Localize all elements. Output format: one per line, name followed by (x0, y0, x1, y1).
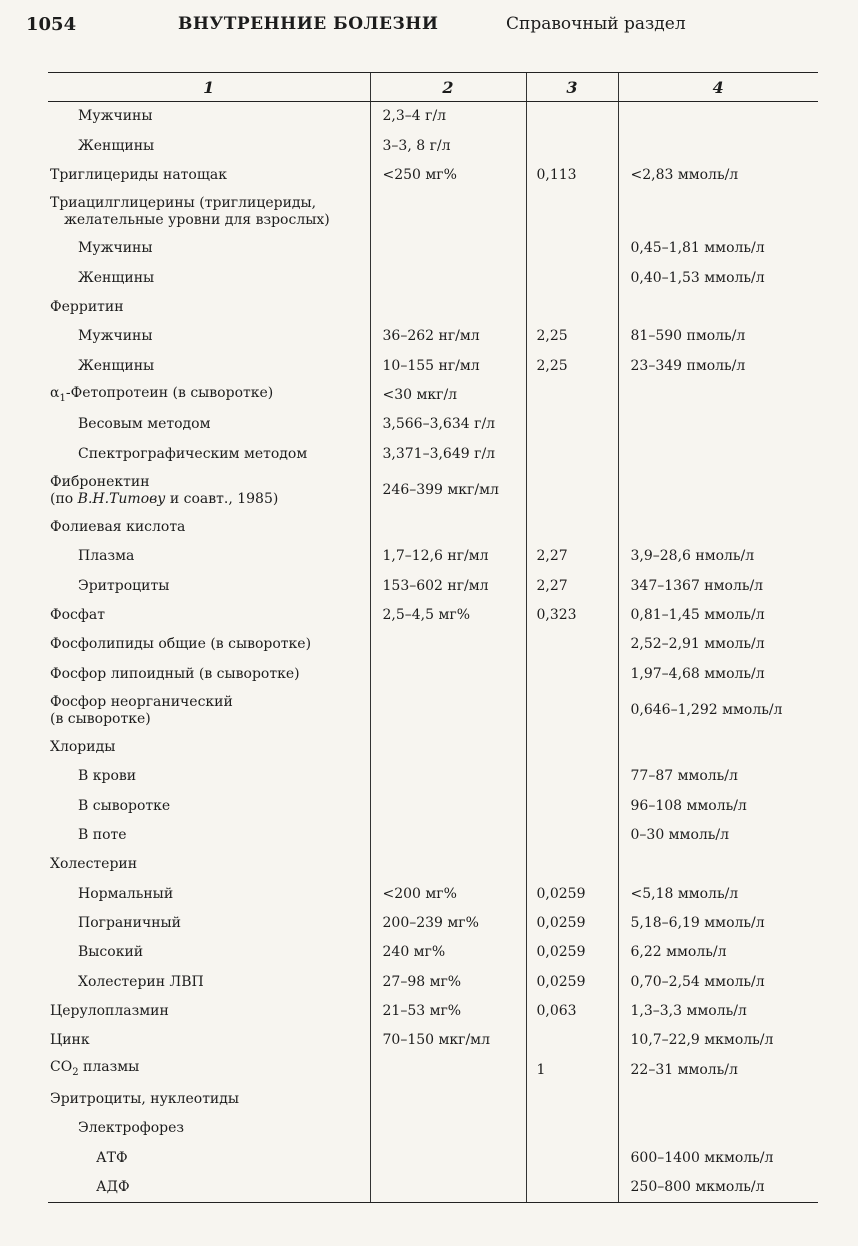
parameter-name: Спектрографическим методом (78, 445, 308, 462)
citation-suffix: и соавт., 1985) (165, 490, 279, 507)
parameter-name: Фолиевая кислота (50, 518, 186, 535)
table-row (48, 689, 818, 733)
si-value: 2,52–2,91 ммоль/л (618, 630, 818, 659)
si-value (618, 850, 818, 879)
conventional-value (370, 293, 526, 322)
parameter-name: Мужчины (78, 328, 153, 345)
table-row (48, 821, 818, 850)
conversion-factor: 0,113 (526, 161, 618, 190)
greek-alpha: α (50, 384, 60, 401)
conversion-factor (526, 792, 618, 821)
si-value: 0,70–2,54 ммоль/л (618, 968, 818, 997)
table-row (48, 909, 818, 938)
parameter-name-line-1: Фибронектин (50, 473, 150, 490)
conventional-value: 27–98 мг% (370, 968, 526, 997)
parameter-name: Пограничный (78, 915, 182, 932)
conversion-factor (526, 762, 618, 791)
table-row (48, 660, 818, 689)
conversion-factor (526, 293, 618, 322)
si-value: 250–800 мкмоль/л (618, 1173, 818, 1203)
parameter-name (48, 469, 370, 513)
conversion-factor (526, 234, 618, 263)
si-value (618, 293, 818, 322)
conversion-factor: 2,25 (526, 351, 618, 380)
parameter-name: Плазма (78, 548, 135, 565)
si-value: 0,646–1,292 ммоль/л (618, 689, 818, 733)
subscript: 1 (59, 392, 66, 404)
conventional-value: <30 мкг/л (370, 381, 526, 410)
column-header-4: 4 (618, 73, 818, 102)
conversion-factor (526, 131, 618, 160)
si-value: 81–590 пмоль/л (618, 322, 818, 351)
conventional-value: 200–239 мг% (370, 909, 526, 938)
si-value (618, 102, 818, 132)
table-row (48, 469, 818, 513)
conversion-factor (526, 630, 618, 659)
reference-values-table (48, 72, 818, 1203)
si-value: 0,81–1,45 ммоль/л (618, 601, 818, 630)
table-row (48, 997, 818, 1026)
parameter-name-line-1: Фосфор неорганический (50, 693, 233, 710)
conversion-factor (526, 850, 618, 879)
conversion-factor: 2,27 (526, 571, 618, 600)
conversion-factor (526, 381, 618, 410)
conventional-value: 3–3, 8 г/л (370, 131, 526, 160)
table-row (48, 1144, 818, 1173)
parameter-name: Триглицериды натощак (50, 166, 227, 183)
conventional-value (370, 850, 526, 879)
si-value (618, 131, 818, 160)
parameter-name: Холестерин ЛВП (78, 973, 204, 990)
table-row (48, 131, 818, 160)
conversion-factor: 1 (526, 1056, 618, 1085)
table-row (48, 381, 818, 410)
table-row (48, 322, 818, 351)
conversion-factor (526, 1173, 618, 1203)
conversion-factor (526, 439, 618, 468)
table-row (48, 293, 818, 322)
conversion-factor: 0,323 (526, 601, 618, 630)
conventional-value: 10–155 нг/мл (370, 351, 526, 380)
conversion-factor (526, 1144, 618, 1173)
parameter-name: Женщины (78, 357, 155, 374)
parameter-name-line-2: желательные уровни для взрослых) (64, 212, 330, 229)
table-row (48, 439, 818, 468)
citation-author: В.Н.Титову (77, 490, 166, 507)
conversion-factor (526, 1026, 618, 1055)
conversion-factor (526, 469, 618, 513)
conversion-factor (526, 102, 618, 132)
si-value (618, 733, 818, 762)
si-value (618, 381, 818, 410)
table-row (48, 880, 818, 909)
si-value: 77–87 ммоль/л (618, 762, 818, 791)
si-value (618, 1085, 818, 1114)
conventional-value (370, 513, 526, 542)
conversion-factor (526, 190, 618, 234)
parameter-name: В сыворотке (78, 797, 171, 814)
parameter-name: Фосфор липоидный (в сыворотке) (50, 665, 300, 682)
conventional-value (370, 190, 526, 234)
conversion-factor: 0,063 (526, 997, 618, 1026)
parameter-name: Женщины (78, 137, 155, 154)
conversion-factor (526, 660, 618, 689)
parameter-name: Весовым методом (78, 416, 211, 433)
conventional-value (370, 234, 526, 263)
co-label: CO (50, 1059, 73, 1076)
parameter-name: Цинк (50, 1032, 90, 1049)
table-row (48, 733, 818, 762)
table-row (48, 1026, 818, 1055)
column-header-2: 2 (370, 73, 526, 102)
parameter-name (48, 689, 370, 733)
parameter-name: Нормальный (78, 885, 174, 902)
column-header-3: 3 (526, 73, 618, 102)
table-row (48, 263, 818, 292)
si-value: 0,45–1,81 ммоль/л (618, 234, 818, 263)
conventional-value: 36–262 нг/мл (370, 322, 526, 351)
table-row (48, 968, 818, 997)
parameter-name: Женщины (78, 269, 155, 286)
si-value: 5,18–6,19 ммоль/л (618, 909, 818, 938)
conventional-value: 2,3–4 г/л (370, 102, 526, 132)
table-row (48, 351, 818, 380)
conventional-value: 2,5–4,5 мг% (370, 601, 526, 630)
table-row (48, 938, 818, 967)
section-title: Справочный раздел (506, 14, 686, 34)
conversion-factor: 2,27 (526, 542, 618, 571)
si-value (618, 410, 818, 439)
si-value: <5,18 ммоль/л (618, 880, 818, 909)
conversion-factor: 0,0259 (526, 938, 618, 967)
table-row (48, 190, 818, 234)
si-value: 22–31 ммоль/л (618, 1056, 818, 1085)
parameter-name: Высокий (78, 944, 144, 961)
parameter-name-rest: -Фетопротеин (в сыворотке) (65, 384, 274, 401)
table-row (48, 571, 818, 600)
si-value: 6,22 ммоль/л (618, 938, 818, 967)
conventional-value (370, 1114, 526, 1143)
table-row (48, 630, 818, 659)
table-row (48, 161, 818, 190)
parameter-name: Эритроциты (78, 577, 170, 594)
conventional-value: <200 мг% (370, 880, 526, 909)
si-value: 1,3–3,3 ммоль/л (618, 997, 818, 1026)
parameter-name: В поте (78, 827, 127, 844)
parameter-name: Церулоплазмин (50, 1003, 169, 1020)
conventional-value (370, 1056, 526, 1085)
si-value: <2,83 ммоль/л (618, 161, 818, 190)
parameter-name: АДФ (48, 1173, 370, 1203)
parameter-name: В крови (78, 768, 137, 785)
conversion-factor (526, 1114, 618, 1143)
conventional-value (370, 689, 526, 733)
si-value: 96–108 ммоль/л (618, 792, 818, 821)
conventional-value (370, 733, 526, 762)
si-value: 10,7–22,9 мкмоль/л (618, 1026, 818, 1055)
parameter-name: Электрофорез (78, 1120, 185, 1137)
parameter-name (48, 190, 370, 234)
conversion-factor (526, 689, 618, 733)
conversion-factor (526, 1085, 618, 1114)
conventional-value (370, 263, 526, 292)
table-row (48, 234, 818, 263)
parameter-name-line-2 (50, 491, 370, 508)
table-row (48, 792, 818, 821)
parameter-name (48, 381, 370, 410)
conversion-factor (526, 821, 618, 850)
conversion-factor: 0,0259 (526, 909, 618, 938)
conversion-factor (526, 513, 618, 542)
parameter-name: Хлориды (50, 739, 116, 756)
parameter-name-line-1: Триацилглицерины (триглицериды, (50, 195, 317, 212)
table-row (48, 1173, 818, 1203)
reference-table-container (48, 72, 818, 1203)
si-value (618, 1114, 818, 1143)
table-row (48, 1114, 818, 1143)
parameter-name: АТФ (96, 1149, 128, 1166)
si-value (618, 513, 818, 542)
page-number: 1054 (26, 14, 77, 35)
si-value: 0–30 ммоль/л (618, 821, 818, 850)
book-title: ВНУТРЕННИЕ БОЛЕЗНИ (178, 14, 439, 34)
conventional-value (370, 762, 526, 791)
si-value: 347–1367 нмоль/л (618, 571, 818, 600)
parameter-name: Мужчины (78, 240, 153, 257)
conventional-value: 70–150 мкг/мл (370, 1026, 526, 1055)
si-value (618, 469, 818, 513)
parameter-name: Фосфолипиды общие (в сыворотке) (50, 636, 312, 653)
table-row (48, 410, 818, 439)
column-header-1: 1 (48, 73, 370, 102)
table-row (48, 542, 818, 571)
parameter-name (48, 1056, 370, 1085)
parameter-name-line-2: (в сыворотке) (50, 710, 151, 727)
conventional-value (370, 660, 526, 689)
conversion-factor (526, 263, 618, 292)
conventional-value (370, 1144, 526, 1173)
conventional-value (370, 792, 526, 821)
conversion-factor: 0,0259 (526, 880, 618, 909)
conversion-factor (526, 733, 618, 762)
subscript: 2 (72, 1067, 79, 1079)
si-value: 1,97–4,68 ммоль/л (618, 660, 818, 689)
si-value: 0,40–1,53 ммоль/л (618, 263, 818, 292)
table-row (48, 513, 818, 542)
conventional-value: 3,566–3,634 г/л (370, 410, 526, 439)
parameter-name: Ферритин (50, 298, 124, 315)
table-row (48, 762, 818, 791)
table-row (48, 1056, 818, 1085)
conventional-value: 240 мг% (370, 938, 526, 967)
table-row (48, 1085, 818, 1114)
citation-prefix: (по (50, 490, 78, 507)
conversion-factor: 0,0259 (526, 968, 618, 997)
parameter-name-rest: плазмы (78, 1059, 140, 1076)
parameter-name: Мужчины (78, 108, 153, 125)
si-value: 23–349 пмоль/л (618, 351, 818, 380)
conventional-value (370, 1085, 526, 1114)
si-value: 3,9–28,6 нмоль/л (618, 542, 818, 571)
si-value (618, 190, 818, 234)
conventional-value (370, 630, 526, 659)
table-row (48, 850, 818, 879)
page-header (26, 10, 836, 40)
table-row (48, 102, 818, 132)
conversion-factor (526, 410, 618, 439)
conversion-factor: 2,25 (526, 322, 618, 351)
parameter-name: Фосфат (50, 606, 105, 623)
conventional-value: 3,371–3,649 г/л (370, 439, 526, 468)
conventional-value: 246–399 мкг/мл (370, 469, 526, 513)
table-row (48, 601, 818, 630)
conventional-value: <250 мг% (370, 161, 526, 190)
conventional-value: 1,7–12,6 нг/мл (370, 542, 526, 571)
parameter-name: Холестерин (50, 856, 138, 873)
conventional-value (370, 821, 526, 850)
si-value: 600–1400 мкмоль/л (618, 1144, 818, 1173)
parameter-name: Эритроциты, нуклеотиды (50, 1091, 240, 1108)
si-value (618, 439, 818, 468)
conventional-value (370, 1173, 526, 1203)
conventional-value: 153–602 нг/мл (370, 571, 526, 600)
conventional-value: 21–53 мг% (370, 997, 526, 1026)
table-header-row (48, 73, 818, 102)
